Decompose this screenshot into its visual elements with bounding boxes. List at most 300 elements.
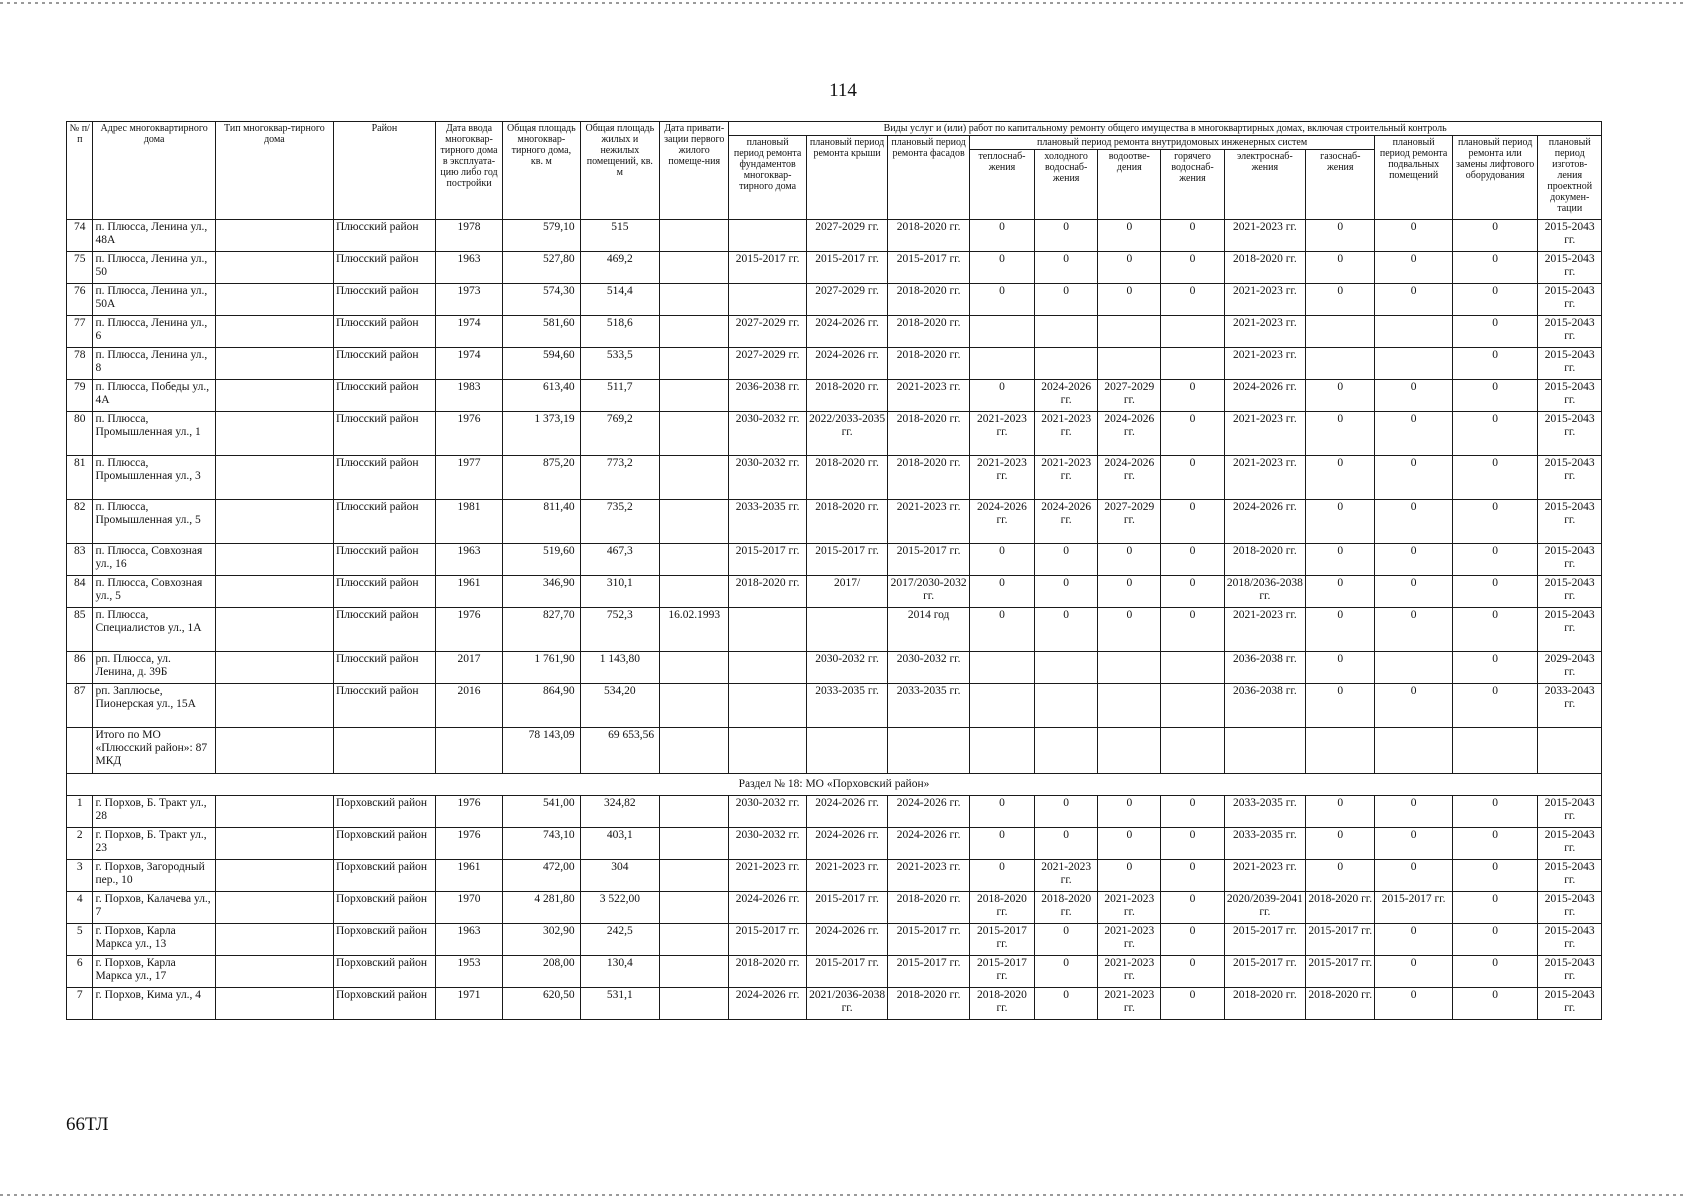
- cell-foundation-period: 2021-2023 гг.: [729, 860, 806, 892]
- cell-cold-water-period: 0: [1035, 544, 1098, 576]
- cell-electric-period: 2021-2023 гг.: [1224, 608, 1306, 652]
- cell-commission-year: 1978: [435, 220, 502, 252]
- cell-living-area: 3 522,00: [580, 892, 659, 924]
- cell-living-area: 515: [580, 220, 659, 252]
- cell-sewer-period: 0: [1098, 796, 1161, 828]
- cell-foundation-period: 2030-2032 гг.: [729, 412, 806, 456]
- cell-roof-period: 2024-2026 гг.: [806, 316, 888, 348]
- cell-facade-period: 2030-2032 гг.: [888, 652, 970, 684]
- cell-total-area: 1 761,90: [503, 652, 580, 684]
- cell-facade-period: 2024-2026 гг.: [888, 796, 970, 828]
- cell-gas-period: 2018-2020 гг.: [1306, 892, 1375, 924]
- cell-row-number: 3: [67, 860, 93, 892]
- cell-foundation-period: 2030-2032 гг.: [729, 456, 806, 500]
- cell-facade-period: 2021-2023 гг.: [888, 500, 970, 544]
- cell-roof-period: 2024-2026 гг.: [806, 348, 888, 380]
- cell-elevator-period: 0: [1452, 544, 1538, 576]
- header-heat: теплоснаб-жения: [969, 150, 1034, 220]
- cell-gas-period: [1306, 348, 1375, 380]
- cell-design-period: 2015-2043 гг.: [1538, 500, 1602, 544]
- cell-house-type: [215, 828, 333, 860]
- cell-commission-year: 1953: [435, 956, 502, 988]
- cell-commission-year: 1973: [435, 284, 502, 316]
- cell-facade-period: 2018-2020 гг.: [888, 220, 970, 252]
- cell-facade-period: 2015-2017 гг.: [888, 544, 970, 576]
- cell-basement-period: 0: [1375, 412, 1452, 456]
- table-row: [67, 796, 1602, 828]
- cell-hot-water-period: [1161, 684, 1224, 728]
- cell-commission-year: 1976: [435, 608, 502, 652]
- header-commission: Дата ввода многоквар-тирного дома в эксплуата-цию либо год постройки: [435, 122, 502, 220]
- cell-row-number: 75: [67, 252, 93, 284]
- cell-living-area: 534,20: [580, 684, 659, 728]
- cell-house-type: [215, 608, 333, 652]
- cell-electric-period: 2018-2020 гг.: [1224, 988, 1306, 1020]
- cell-design-period: 2015-2043 гг.: [1538, 608, 1602, 652]
- cell-sewer-period: 0: [1098, 220, 1161, 252]
- cell-foundation-period: 2018-2020 гг.: [729, 956, 806, 988]
- cell-house-type: [215, 652, 333, 684]
- cell-heat-period: 2018-2020 гг.: [969, 892, 1034, 924]
- cell-hot-water-period: 0: [1161, 608, 1224, 652]
- cell-address: г. Порхов, Б. Тракт ул., 23: [93, 828, 215, 860]
- cell-hot-water-period: [1161, 316, 1224, 348]
- table-row: [67, 500, 1602, 544]
- cell-hot-water-period: 0: [1161, 380, 1224, 412]
- cell-address: п. Плюсса, Совхозная ул., 16: [93, 544, 215, 576]
- cell-heat-period: 0: [969, 284, 1034, 316]
- cell-cold-water-period: 0: [1035, 252, 1098, 284]
- header-design: плановый период изготов-ления проектной докумен-тации: [1538, 136, 1602, 220]
- cell-district: Порховский район: [333, 796, 435, 828]
- cell-design-period: 2015-2043 гг.: [1538, 828, 1602, 860]
- cell-electric-period: 2033-2035 гг.: [1224, 828, 1306, 860]
- cell-elevator-period: 0: [1452, 252, 1538, 284]
- cell-privatization-date: [660, 652, 729, 684]
- cell-privatization-date: [660, 828, 729, 860]
- cell-electric-period: 2024-2026 гг.: [1224, 380, 1306, 412]
- table-row: [67, 412, 1602, 456]
- cell-basement-period: [1375, 652, 1452, 684]
- total-row: [67, 728, 1602, 774]
- cell-basement-period: 0: [1375, 220, 1452, 252]
- cell-heat-period: 0: [969, 220, 1034, 252]
- cell-sewer-period: 2021-2023 гг.: [1098, 988, 1161, 1020]
- cell-cold-water-period: [1035, 348, 1098, 380]
- cell-hot-water-period: 0: [1161, 220, 1224, 252]
- cell-elevator-period: 0: [1452, 576, 1538, 608]
- cell-design-period: 2015-2043 гг.: [1538, 860, 1602, 892]
- cell-foundation-period: 2033-2035 гг.: [729, 500, 806, 544]
- cell-privatization-date: [660, 316, 729, 348]
- cell-district: Порховский район: [333, 988, 435, 1020]
- cell-foundation-period: 2027-2029 гг.: [729, 348, 806, 380]
- cell-address: рп. Заплюсье, Пионерская ул., 15А: [93, 684, 215, 728]
- cell-hot-water-period: 0: [1161, 828, 1224, 860]
- table-body-porkhov: [67, 796, 1602, 1020]
- footer-code: 66ТЛ: [66, 1114, 109, 1135]
- cell-basement-period: 0: [1375, 828, 1452, 860]
- cell-house-type: [215, 412, 333, 456]
- cell-electric-period: 2018-2020 гг.: [1224, 544, 1306, 576]
- cell-electric-period: 2033-2035 гг.: [1224, 796, 1306, 828]
- cell-privatization-date: [660, 988, 729, 1020]
- cell-house-type: [215, 544, 333, 576]
- cell-gas-period: 0: [1306, 412, 1375, 456]
- cell-facade-period: 2018-2020 гг.: [888, 456, 970, 500]
- cell-design-period: 2015-2043 гг.: [1538, 796, 1602, 828]
- cell-address: г. Порхов, Загородный пер., 10: [93, 860, 215, 892]
- cell-district: Плюсский район: [333, 412, 435, 456]
- cell-cold-water-period: [1035, 652, 1098, 684]
- cell-design-period: 2015-2043 гг.: [1538, 456, 1602, 500]
- cell-roof-period: 2022/2033-2035 гг.: [806, 412, 888, 456]
- header-living-area: Общая площадь жилых и нежилых помещений, кв. м: [580, 122, 659, 220]
- table-row: [67, 456, 1602, 500]
- cell-basement-period: 0: [1375, 284, 1452, 316]
- cell-electric-period: 2021-2023 гг.: [1224, 456, 1306, 500]
- cell-heat-period: 2015-2017 гг.: [969, 956, 1034, 988]
- cell-heat-period: 2021-2023 гг.: [969, 412, 1034, 456]
- cell-roof-period: 2015-2017 гг.: [806, 892, 888, 924]
- cell-total-area: 811,40: [503, 500, 580, 544]
- cell-sewer-period: [1098, 652, 1161, 684]
- cell-foundation-period: 2018-2020 гг.: [729, 576, 806, 608]
- cell-gas-period: 0: [1306, 576, 1375, 608]
- cell-row-number: 78: [67, 348, 93, 380]
- cell-district: Плюсский район: [333, 220, 435, 252]
- cell-roof-period: 2021-2023 гг.: [806, 860, 888, 892]
- cell-address: п. Плюсса, Ленина ул., 50А: [93, 284, 215, 316]
- cell-house-type: [215, 576, 333, 608]
- cell-heat-period: 0: [969, 796, 1034, 828]
- cell-roof-period: 2030-2032 гг.: [806, 652, 888, 684]
- cell-sewer-period: 2024-2026 гг.: [1098, 456, 1161, 500]
- cell-sewer-period: 2021-2023 гг.: [1098, 924, 1161, 956]
- cell-gas-period: 0: [1306, 284, 1375, 316]
- cell-heat-period: 0: [969, 828, 1034, 860]
- cell-row-number: 86: [67, 652, 93, 684]
- cell-roof-period: 2018-2020 гг.: [806, 380, 888, 412]
- cell-total-area: 519,60: [503, 544, 580, 576]
- cell-district: Плюсский район: [333, 456, 435, 500]
- total-area-sum: 78 143,09: [503, 728, 580, 774]
- cell-roof-period: 2024-2026 гг.: [806, 796, 888, 828]
- cell-gas-period: 2015-2017 гг.: [1306, 956, 1375, 988]
- cell-design-period: 2015-2043 гг.: [1538, 892, 1602, 924]
- cell-facade-period: 2033-2035 гг.: [888, 684, 970, 728]
- cell-privatization-date: [660, 956, 729, 988]
- cell-living-area: 130,4: [580, 956, 659, 988]
- cell-house-type: [215, 924, 333, 956]
- table-row: [67, 608, 1602, 652]
- cell-elevator-period: 0: [1452, 284, 1538, 316]
- cell-privatization-date: [660, 348, 729, 380]
- cell-district: Плюсский район: [333, 316, 435, 348]
- cell-cold-water-period: 0: [1035, 796, 1098, 828]
- cell-foundation-period: 2030-2032 гг.: [729, 828, 806, 860]
- cell-design-period: 2029-2043 гг.: [1538, 652, 1602, 684]
- cell-privatization-date: [660, 252, 729, 284]
- cell-facade-period: 2014 год: [888, 608, 970, 652]
- cell-elevator-period: 0: [1452, 456, 1538, 500]
- cell-foundation-period: [729, 684, 806, 728]
- cell-row-number: 79: [67, 380, 93, 412]
- living-area-sum: 69 653,56: [580, 728, 659, 774]
- cell-house-type: [215, 316, 333, 348]
- cell-total-area: 574,30: [503, 284, 580, 316]
- cell-sewer-period: [1098, 316, 1161, 348]
- cell-elevator-period: 0: [1452, 860, 1538, 892]
- cell-row-number: 2: [67, 828, 93, 860]
- cell-electric-period: 2024-2026 гг.: [1224, 500, 1306, 544]
- cell-foundation-period: 2036-2038 гг.: [729, 380, 806, 412]
- cell-cold-water-period: 2018-2020 гг.: [1035, 892, 1098, 924]
- cell-sewer-period: 2027-2029 гг.: [1098, 500, 1161, 544]
- table: [66, 121, 1602, 1020]
- header-house-type: Тип многоквар-тирного дома: [215, 122, 333, 220]
- header-privatization: Дата привати-зации первого жилого помеще-ния: [660, 122, 729, 220]
- cell-gas-period: 2015-2017 гг.: [1306, 924, 1375, 956]
- cell-row-number: 82: [67, 500, 93, 544]
- cell-roof-period: 2015-2017 гг.: [806, 544, 888, 576]
- cell-row-number: 6: [67, 956, 93, 988]
- cell-sewer-period: 2021-2023 гг.: [1098, 956, 1161, 988]
- table-row: [67, 316, 1602, 348]
- cell-row-number: 87: [67, 684, 93, 728]
- cell-sewer-period: 2027-2029 гг.: [1098, 380, 1161, 412]
- cell-elevator-period: 0: [1452, 684, 1538, 728]
- cell-row-number: 77: [67, 316, 93, 348]
- cell-design-period: 2015-2043 гг.: [1538, 380, 1602, 412]
- cell-address: п. Плюсса, Ленина ул., 6: [93, 316, 215, 348]
- cell-sewer-period: 0: [1098, 608, 1161, 652]
- cell-elevator-period: 0: [1452, 892, 1538, 924]
- cell-cold-water-period: 2021-2023 гг.: [1035, 456, 1098, 500]
- cell-total-area: 208,00: [503, 956, 580, 988]
- cell-hot-water-period: 0: [1161, 252, 1224, 284]
- table-row: [67, 348, 1602, 380]
- cell-basement-period: 0: [1375, 796, 1452, 828]
- cell-hot-water-period: 0: [1161, 544, 1224, 576]
- cell-commission-year: 1963: [435, 252, 502, 284]
- cell-district: Порховский район: [333, 924, 435, 956]
- table-row: [67, 252, 1602, 284]
- cell-district: Порховский район: [333, 828, 435, 860]
- cell-roof-period: 2024-2026 гг.: [806, 924, 888, 956]
- cell-address: г. Порхов, Карла Маркса ул., 13: [93, 924, 215, 956]
- cell-elevator-period: 0: [1452, 988, 1538, 1020]
- cell-cold-water-period: 2021-2023 гг.: [1035, 860, 1098, 892]
- header-works-group: Виды услуг и (или) работ по капитальному ремонту общего имущества в многоквартирных домах, включая строительный контроль: [729, 122, 1602, 136]
- cell-commission-year: 1961: [435, 860, 502, 892]
- header-engineering-group: плановый период ремонта внутридомовых инженерных систем: [969, 136, 1375, 150]
- cell-foundation-period: 2015-2017 гг.: [729, 252, 806, 284]
- cell-commission-year: 1983: [435, 380, 502, 412]
- cell-hot-water-period: [1161, 348, 1224, 380]
- cell-facade-period: 2018-2020 гг.: [888, 316, 970, 348]
- cell-basement-period: 0: [1375, 252, 1452, 284]
- table-row: [67, 956, 1602, 988]
- cell-cold-water-period: 0: [1035, 828, 1098, 860]
- cell-design-period: 2015-2043 гг.: [1538, 924, 1602, 956]
- cell-commission-year: 2016: [435, 684, 502, 728]
- cell-roof-period: 2015-2017 гг.: [806, 252, 888, 284]
- cell-total-area: 302,90: [503, 924, 580, 956]
- cell-elevator-period: 0: [1452, 316, 1538, 348]
- cell-hot-water-period: [1161, 652, 1224, 684]
- cell-district: Порховский район: [333, 956, 435, 988]
- cell-facade-period: 2015-2017 гг.: [888, 924, 970, 956]
- cell-living-area: 531,1: [580, 988, 659, 1020]
- header-district: Район: [333, 122, 435, 220]
- cell-facade-period: 2018-2020 гг.: [888, 988, 970, 1020]
- cell-address: п. Плюсса, Ленина ул., 48А: [93, 220, 215, 252]
- cell-foundation-period: [729, 652, 806, 684]
- cell-address: п. Плюсса, Ленина ул., 50: [93, 252, 215, 284]
- cell-electric-period: 2036-2038 гг.: [1224, 684, 1306, 728]
- cell-basement-period: 0: [1375, 456, 1452, 500]
- section-row: [67, 774, 1602, 796]
- cell-gas-period: 0: [1306, 796, 1375, 828]
- cell-commission-year: 1977: [435, 456, 502, 500]
- cell-foundation-period: [729, 284, 806, 316]
- header-gas: газоснаб-жения: [1306, 150, 1375, 220]
- cell-basement-period: 0: [1375, 500, 1452, 544]
- cell-address: п. Плюсса, Совхозная ул., 5: [93, 576, 215, 608]
- cell-electric-period: 2021-2023 гг.: [1224, 412, 1306, 456]
- cell-privatization-date: [660, 500, 729, 544]
- cell-commission-year: 1963: [435, 924, 502, 956]
- cell-gas-period: 0: [1306, 860, 1375, 892]
- cell-row-number: 85: [67, 608, 93, 652]
- header-elevator: плановый период ремонта или замены лифтового оборудования: [1452, 136, 1538, 220]
- cell-cold-water-period: 2021-2023 гг.: [1035, 412, 1098, 456]
- cell-electric-period: 2021-2023 гг.: [1224, 220, 1306, 252]
- cell-total-area: 541,00: [503, 796, 580, 828]
- cell-row-number: 7: [67, 988, 93, 1020]
- cell-cold-water-period: [1035, 684, 1098, 728]
- cell-cold-water-period: 0: [1035, 924, 1098, 956]
- cell-total-area: 613,40: [503, 380, 580, 412]
- cell-row-number: 1: [67, 796, 93, 828]
- cell-sewer-period: 0: [1098, 576, 1161, 608]
- cell-heat-period: 0: [969, 544, 1034, 576]
- cell-living-area: 773,2: [580, 456, 659, 500]
- cell-house-type: [215, 348, 333, 380]
- cell-commission-year: 2017: [435, 652, 502, 684]
- table-row: [67, 860, 1602, 892]
- cell-roof-period: 2027-2029 гг.: [806, 284, 888, 316]
- cell-elevator-period: 0: [1452, 796, 1538, 828]
- cell-living-area: 511,7: [580, 380, 659, 412]
- cell-design-period: 2015-2043 гг.: [1538, 252, 1602, 284]
- cell-basement-period: 0: [1375, 924, 1452, 956]
- cell-basement-period: 0: [1375, 860, 1452, 892]
- cell-electric-period: 2021-2023 гг.: [1224, 860, 1306, 892]
- cell-privatization-date: [660, 796, 729, 828]
- cell-house-type: [215, 500, 333, 544]
- cell-district: Плюсский район: [333, 500, 435, 544]
- cell-elevator-period: 0: [1452, 828, 1538, 860]
- cell-heat-period: 0: [969, 608, 1034, 652]
- cell-foundation-period: 2024-2026 гг.: [729, 892, 806, 924]
- cell-design-period: 2015-2043 гг.: [1538, 412, 1602, 456]
- header-roof: плановый период ремонта крыши: [806, 136, 888, 220]
- total-label: Итого по МО «Плюсский район»: 87 МКД: [93, 728, 215, 774]
- cell-commission-year: 1976: [435, 412, 502, 456]
- cell-house-type: [215, 860, 333, 892]
- cell-facade-period: 2018-2020 гг.: [888, 892, 970, 924]
- cell-facade-period: 2018-2020 гг.: [888, 348, 970, 380]
- cell-design-period: 2015-2043 гг.: [1538, 544, 1602, 576]
- cell-row-number: 4: [67, 892, 93, 924]
- cell-basement-period: 0: [1375, 608, 1452, 652]
- cell-cold-water-period: 0: [1035, 988, 1098, 1020]
- cell-gas-period: 2018-2020 гг.: [1306, 988, 1375, 1020]
- cell-basement-period: 0: [1375, 956, 1452, 988]
- table-row: [67, 924, 1602, 956]
- cell-design-period: 2015-2043 гг.: [1538, 284, 1602, 316]
- cell-cold-water-period: 0: [1035, 220, 1098, 252]
- cell-total-area: 579,10: [503, 220, 580, 252]
- cell-living-area: 533,5: [580, 348, 659, 380]
- cell-address: п. Плюсса, Специалистов ул., 1А: [93, 608, 215, 652]
- cell-district: Плюсский район: [333, 284, 435, 316]
- cell-district: Порховский район: [333, 860, 435, 892]
- cell-address: г. Порхов, Калачева ул., 7: [93, 892, 215, 924]
- cell-row-number: 84: [67, 576, 93, 608]
- cell-privatization-date: 16.02.1993: [660, 608, 729, 652]
- cell-sewer-period: 0: [1098, 284, 1161, 316]
- header-electric: электроснаб-жения: [1224, 150, 1306, 220]
- table-row: [67, 652, 1602, 684]
- cell-elevator-period: 0: [1452, 348, 1538, 380]
- cell-basement-period: 2015-2017 гг.: [1375, 892, 1452, 924]
- cell-roof-period: 2024-2026 гг.: [806, 828, 888, 860]
- cell-facade-period: 2015-2017 гг.: [888, 956, 970, 988]
- cell-electric-period: 2015-2017 гг.: [1224, 924, 1306, 956]
- cell-living-area: 469,2: [580, 252, 659, 284]
- cell-foundation-period: [729, 608, 806, 652]
- cell-sewer-period: 2021-2023 гг.: [1098, 892, 1161, 924]
- cell-design-period: 2015-2043 гг.: [1538, 348, 1602, 380]
- header-hot-water: горячего водоснаб-жения: [1161, 150, 1224, 220]
- cell-foundation-period: [729, 220, 806, 252]
- cell-commission-year: 1971: [435, 988, 502, 1020]
- table-row: [67, 684, 1602, 728]
- cell-sewer-period: 0: [1098, 828, 1161, 860]
- cell-cold-water-period: 2024-2026 гг.: [1035, 500, 1098, 544]
- cell-electric-period: 2036-2038 гг.: [1224, 652, 1306, 684]
- cell-elevator-period: 0: [1452, 652, 1538, 684]
- cell-heat-period: [969, 652, 1034, 684]
- cell-basement-period: 0: [1375, 576, 1452, 608]
- cell-living-area: 324,82: [580, 796, 659, 828]
- cell-row-number: 76: [67, 284, 93, 316]
- cell-living-area: 769,2: [580, 412, 659, 456]
- table-row: [67, 988, 1602, 1020]
- cell-sewer-period: 0: [1098, 860, 1161, 892]
- cell-heat-period: 2018-2020 гг.: [969, 988, 1034, 1020]
- cell-living-area: 514,4: [580, 284, 659, 316]
- cell-total-area: 527,80: [503, 252, 580, 284]
- cell-gas-period: 0: [1306, 252, 1375, 284]
- cell-privatization-date: [660, 456, 729, 500]
- cell-sewer-period: [1098, 684, 1161, 728]
- cell-address: п. Плюсса, Ленина ул., 8: [93, 348, 215, 380]
- cell-hot-water-period: 0: [1161, 956, 1224, 988]
